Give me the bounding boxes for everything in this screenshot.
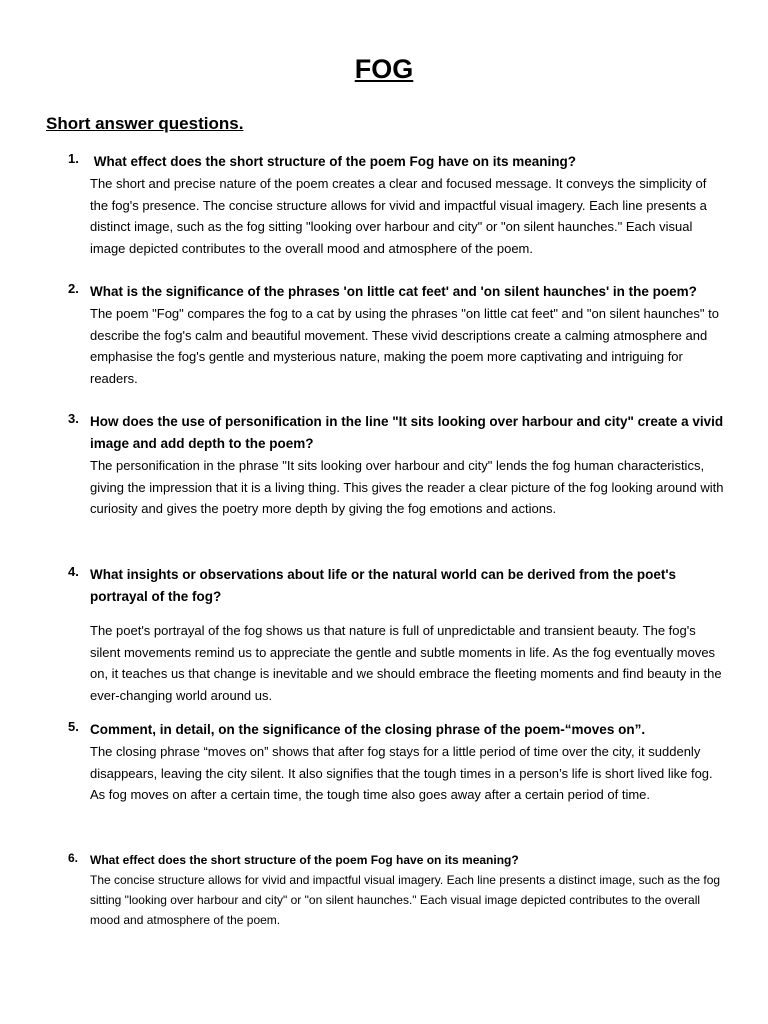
question-item-6 xyxy=(68,850,728,930)
question-item-3 xyxy=(68,411,728,520)
answer-text: The concise structure allows for vivid and impactful visual imagery. Each line presents a distinct image, such as the fog sitting "looking over harbour and city" or "on silent haunches." Each visual image depicted contributes to the overall mood and atmosphere of the poem. xyxy=(90,873,721,927)
answer-text: The personification in the phrase "It sits looking over harbour and city" lends the fog human characteristics, giving the impression that it is a living thing. This gives the reader a clear picture of the fog looking around with curiosity and gives the poetry more depth by giving the fog emotions and actions. xyxy=(90,458,724,517)
question-item-2 xyxy=(68,281,728,390)
document-title: FOG xyxy=(354,54,414,84)
question-item-5 xyxy=(68,719,728,806)
answer-text: The short and precise nature of the poem creates a clear and focused message. It conveys the simplicity of the fog's presence. The concise structure allows for vivid and impactful visual imagery. Each line presents a distinct image, such as the fog sitting "looking over harbour and city" or "on silent haunches." Each visual image depicted contributes to the overall mood and atmosphere of the poem. xyxy=(90,176,707,257)
section-heading: Short answer questions. xyxy=(46,114,244,133)
question-text: How does the use of personification in the line "It sits looking over harbour and city" create a vivid image and add depth to the poem? xyxy=(90,414,724,451)
answer-text: The poet's portrayal of the fog shows us that nature is full of unpredictable and transient beauty. The fog's silent movements remind us to appreciate the gentle and subtle moments in life. As the fog eventually moves on, it teaches us that change is inevitable and we should embrace the fleeting moments and find beauty in the ever-changing world around us. xyxy=(90,623,722,704)
question-number: 2. xyxy=(68,281,79,296)
question-number: 3. xyxy=(68,411,79,426)
question-text: What insights or observations about life or the natural world can be derived from the poet's portrayal of the fog? xyxy=(90,567,677,604)
question-number: 5. xyxy=(68,719,79,734)
question-item-1 xyxy=(68,151,728,260)
question-text: What effect does the short structure of the poem Fog have on its meaning? xyxy=(90,154,577,169)
question-text: What effect does the short structure of the poem Fog have on its meaning? xyxy=(90,853,519,867)
question-number: 4. xyxy=(68,564,79,579)
answer-text: The closing phrase “moves on” shows that after fog stays for a little period of time over the city, it suddenly disappears, leaving the city silent. It also signifies that the tough times in a person’s life is short lived like fog. As fog moves on after a certain time, the tough time also goes away after a certain period of time. xyxy=(90,744,713,803)
answer-text: The poem "Fog" compares the fog to a cat by using the phrases "on little cat feet" and "on silent haunches" to describe the fog's calm and beautiful movement. These vivid descriptions create a calming atmosphere and emphasise the fog's gentle and mysterious nature, making the poem more captivating and intriguing for readers. xyxy=(90,306,719,387)
question-item-4 xyxy=(68,564,728,707)
question-text: Comment, in detail, on the significance of the closing phrase of the poem-“moves on”. xyxy=(90,722,646,737)
question-number: 1. xyxy=(68,151,79,166)
question-text: What is the significance of the phrases 'on little cat feet' and 'on silent haunches' in the poem? xyxy=(90,284,697,299)
question-number: 6. xyxy=(68,851,79,865)
